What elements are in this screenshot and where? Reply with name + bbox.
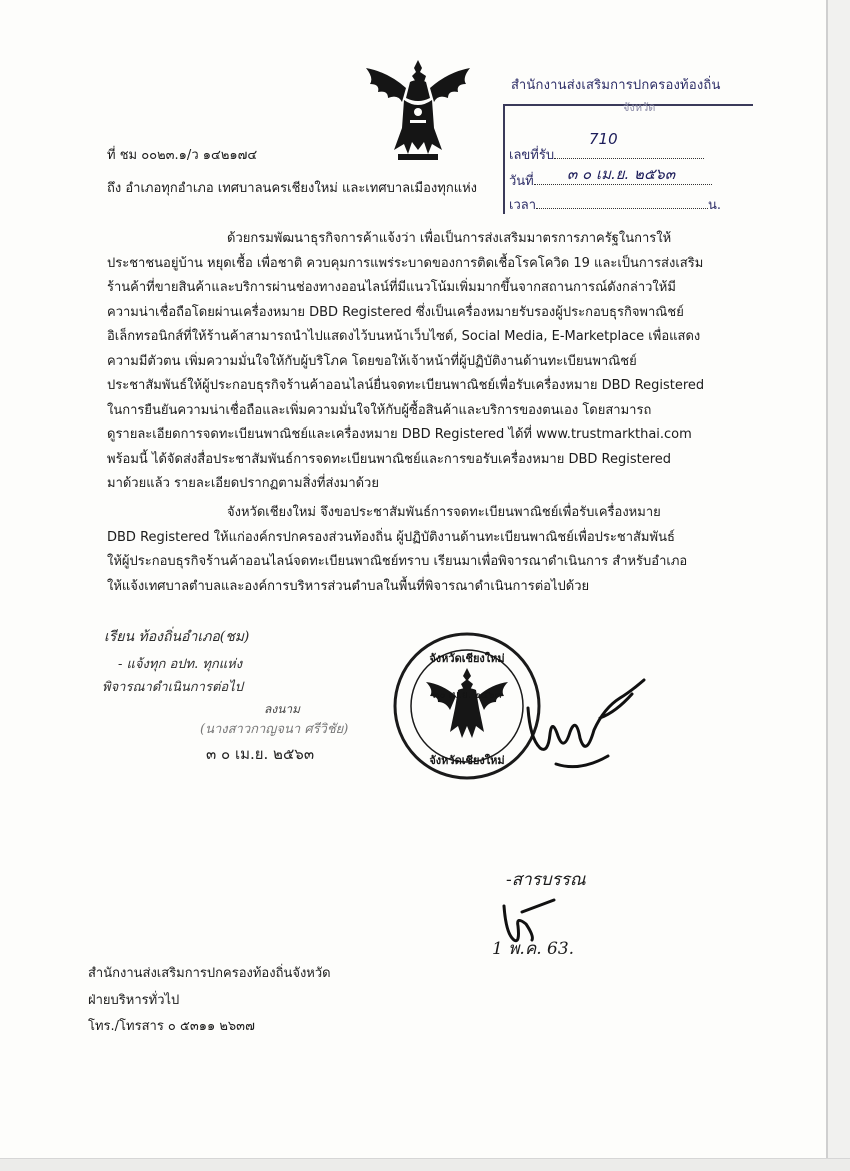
handwritten-note-line: ลงนาม (264, 702, 301, 716)
stamp-number-label: เลขที่รับ (509, 148, 555, 163)
handwritten-date: ๓ ๐ เม.ย. ๒๕๖๓ (206, 745, 315, 763)
handwritten-note-line: เรียน ท้องถิ่นอำเภอ(ชม) (104, 629, 250, 645)
seal-top-text: จังหวัดเชียงใหม่ (429, 652, 505, 665)
paragraph-line: ในการยืนยันความน่าเชื่อถือและเพิ่มความมั่นใจให้กับผู้ซื้อสินค้าและบริการของตนเอง โดยสามารถ (107, 402, 652, 418)
paragraph-line: ร้านค้าที่ขายสินค้าและบริการผ่านช่องทางออนไลน์ที่มีแนวโน้มเพิ่มมากขึ้นจากสถานการณ์ดังกล่าวให้มี (107, 280, 676, 295)
paragraph-line: ดูรายละเอียดการจดทะเบียนพาณิชย์และเครื่องหมาย DBD Registered ได้ที่ www.trustmarkthai.com (107, 427, 692, 442)
recipient-line: ถึง อำเภอทุกอำเภอ เทศบาลนครเชียงใหม่ และเทศบาลเมืองทุกแห่ง (107, 181, 477, 196)
reference-number: ที่ ชม ๐๐๒๓.๑/ว ๑๔๒๑๗๔ (107, 148, 258, 163)
page-edge-right (826, 0, 850, 1170)
seal-date-text: ๓๐ เม.ย. ๒๕๖๓ (432, 690, 502, 701)
seal-bottom-text: จังหวัดเชียงใหม่ (429, 754, 505, 767)
garuda-emblem (358, 58, 478, 162)
stamp-time-suffix: น. (708, 198, 722, 213)
footer-phone: โทร./โทรสาร ๐ ๕๓๑๑ ๒๖๓๗ (88, 1019, 255, 1034)
handwritten-name-stamp: (นางสาวกาญจนา ศรีวิชัย) (200, 722, 349, 737)
handwritten-note-line: - แจ้งทุก อปท. ทุกแห่ง (118, 657, 243, 672)
page-edge-bottom (0, 1158, 850, 1171)
stamp-time-line (509, 194, 721, 215)
paragraph-line: จังหวัดเชียงใหม่ จึงขอประชาสัมพันธ์การจดทะเบียนพาณิชย์เพื่อรับเครื่องหมาย (227, 505, 661, 520)
paragraph-line: อิเล็กทรอนิกส์ที่ให้ร้านค้าสามารถนำไปแสดงไว้บนหน้าเว็บไซต์, Social Media, E-Marketplace เพื่อแสดง (107, 329, 701, 344)
stamp-subtitle: จังหวัด (623, 101, 656, 114)
stamp-office-name: สำนักงานส่งเสริมการปกครองท้องถิ่น (511, 78, 721, 93)
received-stamp (503, 66, 763, 212)
paragraph-line: ให้แจ้งเทศบาลตำบลและองค์การบริหารส่วนตำบลในพื้นที่พิจารณาดำเนินการต่อไปด้วย (107, 578, 590, 594)
side-note-line: -สารบรรณ (506, 870, 586, 890)
paragraph-line: มาด้วยแล้ว รายละเอียดปรากฏตามสิ่งที่ส่งมาด้วย (107, 476, 379, 491)
stamp-number-value: 710 (589, 130, 618, 148)
body-paragraph-1 (107, 227, 737, 497)
handwritten-note-line: พิจารณาดำเนินการต่อไป (102, 680, 243, 695)
footer-section: ฝ่ายบริหารทั่วไป (88, 993, 180, 1008)
paragraph-line: DBD Registered ให้แก่องค์กรปกครองส่วนท้องถิ่น ผู้ปฏิบัติงานด้านทะเบียนพาณิชย์เพื่อประชาสัมพันธ์ (107, 529, 675, 545)
paragraph-line: พร้อมนี้ ได้จัดส่งสื่อประชาสัมพันธ์การจดทะเบียนพาณิชย์และการขอรับเครื่องหมาย DBD Registered (107, 451, 672, 467)
stamp-date-value: ๓ ๐ เม.ย. ๒๕๖๓ (567, 165, 676, 183)
stamp-date-label: วันที่ (509, 174, 534, 189)
paragraph-line: ให้ผู้ประกอบธุรกิจร้านค้าออนไลน์จดทะเบียนพาณิชย์ทราบ เรียนมาเพื่อพิจารณาดำเนินการ สำหรับอำเภอ (107, 554, 688, 569)
side-note-date: 1 พ.ค. 63. (492, 939, 575, 959)
paragraph-line: ความน่าเชื่อถือโดยผ่านเครื่องหมาย DBD Registered ซึ่งเป็นเครื่องหมายรับรองผู้ประกอบธุรกิจพาณิชย์ (107, 304, 684, 320)
paragraph-line: ด้วยกรมพัฒนาธุรกิจการค้าแจ้งว่า เพื่อเป็นการส่งเสริมมาตรการภาครัฐในการให้ (227, 231, 672, 246)
paragraph-line: ความมีตัวตน เพิ่มความมั่นใจให้กับผู้บริโภค โดยขอให้เจ้าหน้าที่ผู้ปฏิบัติงานด้านทะเบียนพาณิชย์ (107, 353, 637, 369)
paragraph-line: ประชาชนอยู่บ้าน หยุดเชื้อ เพื่อชาติ ควบคุมการแพร่ระบาดของการติดเชื้อโรคโควิด 19 และเป็นการส่งเสริม (107, 255, 704, 271)
paragraph-line: ประชาสัมพันธ์ให้ผู้ประกอบธุรกิจร้านค้าออนไลน์ยื่นจดทะเบียนพาณิชย์เพื่อรับเครื่องหมาย DBD Registered (107, 378, 705, 393)
signature (520, 668, 650, 778)
body-paragraph-2 (107, 501, 737, 599)
stamp-time-label: เวลา (509, 198, 537, 213)
footer-office: สำนักงานส่งเสริมการปกครองท้องถิ่นจังหวัด (88, 966, 331, 981)
